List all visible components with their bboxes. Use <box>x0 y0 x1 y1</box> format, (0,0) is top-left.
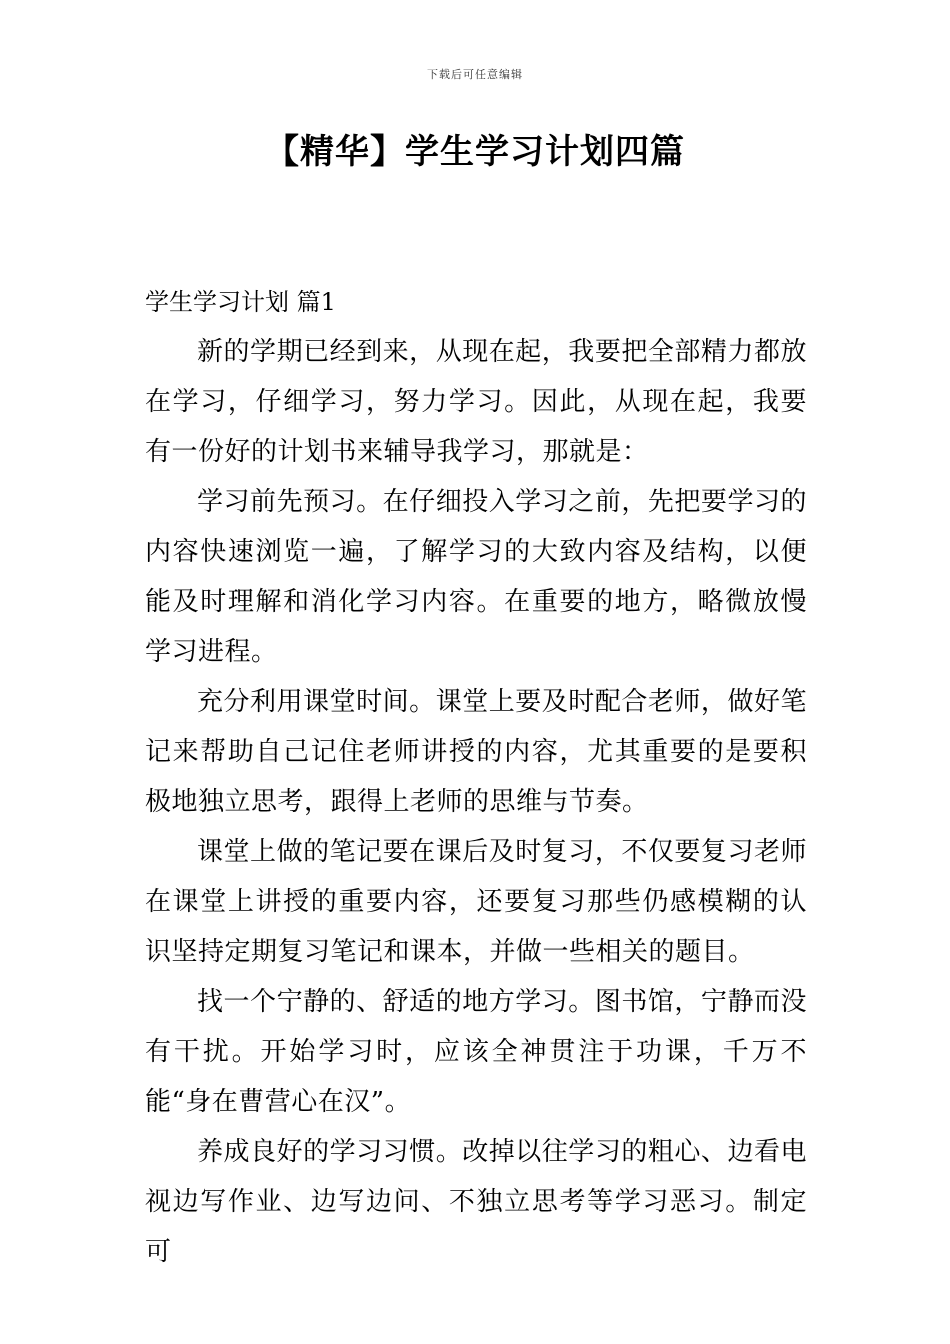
paragraph: 课堂上做的笔记要在课后及时复习，不仅要复习老师在课堂上讲授的重要内容，还要复习那些仍感模糊的认识坚持定期复习笔记和课本，并做一些相关的题目。 <box>145 837 807 967</box>
paragraph: 学习前先预习。在仔细投入学习之前，先把要学习的内容快速浏览一遍，了解学习的大致内容及结构，以便能及时理解和消化学习内容。在重要的地方，略微放慢学习进程。 <box>145 487 807 667</box>
paragraph: 找一个宁静的、舒适的地方学习。图书馆，宁静而没有干扰。开始学习时，应该全神贯注于功课，千万不能“身在曹营心在汉”。 <box>145 987 807 1117</box>
document-body <box>145 327 807 1277</box>
paragraph: 新的学期已经到来，从现在起，我要把全部精力都放在学习，仔细学习，努力学习。因此，从现在起，我要有一份好的计划书来辅导我学习，那就是： <box>145 337 807 467</box>
header-note: 下载后可任意编辑 <box>427 68 523 81</box>
section-heading: 学生学习计划 篇1 <box>145 288 336 316</box>
paragraph: 充分利用课堂时间。课堂上要及时配合老师，做好笔记来帮助自己记住老师讲授的内容，尤其重要的是要积极地独立思考，跟得上老师的思维与节奏。 <box>145 687 807 817</box>
paragraph: 养成良好的学习习惯。改掉以往学习的粗心、边看电视边写作业、边写边问、不独立思考等学习恶习。制定可 <box>145 1137 807 1267</box>
document-title: 【精华】学生学习计划四篇 <box>265 132 685 172</box>
